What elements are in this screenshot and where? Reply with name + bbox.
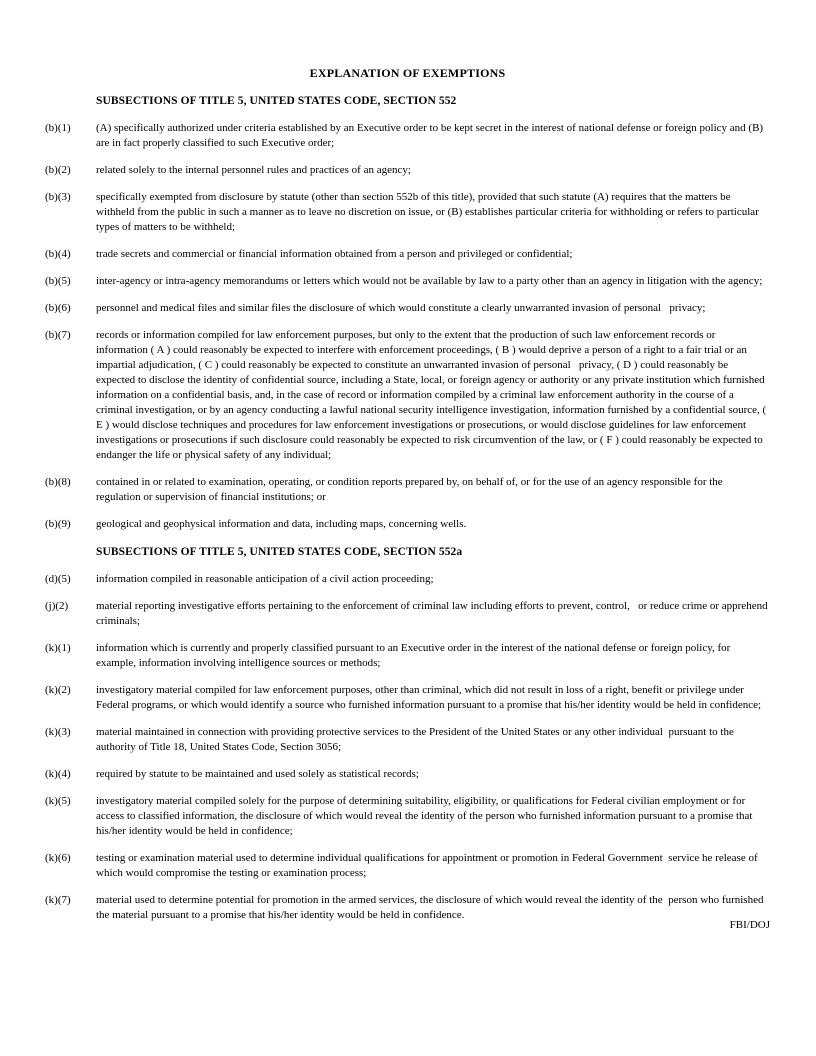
exemption-code: (b)(3) [45, 191, 71, 203]
exemption-item [45, 851, 770, 881]
exemption-text: testing or examination material used to determine individual qualifications for appointment or promotion in Federal Government service he release of which would compromise the testing or examination process; [96, 852, 761, 879]
exemption-code: (b)(2) [45, 164, 71, 176]
exemption-item [45, 190, 770, 235]
exemption-text: investigatory material compiled solely for the purpose of determining suitability, eligibility, or qualifications for Federal civilian employment or for access to classified information, the disclosure of which would reveal the identity of the person who furnished information pursuant to a promise that his/her identity would be held in confidence; [96, 795, 756, 837]
exemption-item [45, 517, 770, 532]
exemption-text: material maintained in connection with providing protective services to the President of the United States or any other individual pursuant to the authority of Title 18, United States Code, Section 3056; [96, 726, 737, 753]
section-heading-552a: SUBSECTIONS OF TITLE 5, UNITED STATES CODE, SECTION 552a [96, 546, 463, 558]
exemption-code: (d)(5) [45, 573, 71, 585]
page-title: EXPLANATION OF EXEMPTIONS [309, 66, 506, 80]
exemption-code: (b)(6) [45, 302, 71, 314]
exemption-text: inter-agency or intra-agency memorandums or letters which would not be available by law to a party other than an agency in litigation with the agency; [96, 275, 763, 287]
exemption-text: investigatory material compiled for law enforcement purposes, other than criminal, which did not result in loss of a right, benefit or privilege under Federal programs, or which would identify a source who furnished information pursuant to a promise that his/her identity would be held in confidence; [96, 684, 762, 711]
exemption-code: (b)(4) [45, 248, 71, 260]
exemption-text: material reporting investigative efforts pertaining to the enforcement of criminal law including efforts to prevent, control, or reduce crime or apprehend criminals; [96, 600, 771, 627]
exemption-text: contained in or related to examination, operating, or condition reports prepared by, on behalf of, or for the use of an agency responsible for the regulation or supervision of financial institutions; or [96, 476, 726, 503]
exemption-item [45, 599, 770, 629]
exemption-code: (b)(1) [45, 122, 71, 134]
exemption-code: (j)(2) [45, 600, 69, 612]
exemption-text: information compiled in reasonable anticipation of a civil action proceeding; [96, 573, 434, 585]
exemption-code: (b)(7) [45, 329, 71, 341]
exemption-text: trade secrets and commercial or financial information obtained from a person and privileged or confidential; [96, 248, 573, 260]
exemption-item [45, 683, 770, 713]
exemption-item [45, 572, 770, 587]
exemption-item [45, 767, 770, 782]
exemption-item [45, 794, 770, 839]
exemption-item [45, 893, 770, 923]
exemption-text: required by statute to be maintained and used solely as statistical records; [96, 768, 419, 780]
exemption-item [45, 725, 770, 755]
exemption-item [45, 163, 770, 178]
footer-note: FBI/DOJ [729, 919, 770, 931]
exemption-text: specifically exempted from disclosure by statute (other than section 552b of this title), provided that such statute (A) requires that the matters be withheld from the public in such a manner as to leave no discretion on issue, or (B) establishes particular criteria for withholding or refers to particular types of matters to be withheld; [96, 191, 762, 233]
exemption-item [45, 641, 770, 671]
exemption-code: (k)(7) [45, 894, 71, 906]
exemption-text: records or information compiled for law enforcement purposes, but only to the extent that the production of such law enforcement records or information ( A ) could reasonably be expected to interfere with enforcement proceedings, ( B ) would deprive a person of a right to a fair trial or an impartial adjudication, ( C ) could reasonably be expected to constitute an unwarranted invasion of personal privacy, ( D ) could reasonably be expected to disclose the identity of confidential source, including a State, local, or foreign agency or authority or any private institution which furnished information on a confidential basis, and, in the case of record or information compiled by a criminal law enforcement authority in the course of a criminal investigation, or by an agency conducting a lawful national security intelligence investigation, information furnished by a confidential source, ( E ) would disclose techniques and procedures for law enforcement investigations or prosecutions, or would disclose guidelines for law enforcement investigations or prosecutions if such disclosure could reasonably be expected to risk circumvention of the law, or ( F ) could reasonably be expected to endanger the life or physical safety of any individual; [96, 329, 769, 461]
exemption-text: related solely to the internal personnel rules and practices of an agency; [96, 164, 411, 176]
exemption-item [45, 475, 770, 505]
section-heading-552: SUBSECTIONS OF TITLE 5, UNITED STATES CODE, SECTION 552 [96, 95, 457, 107]
exemption-code: (k)(6) [45, 852, 71, 864]
exemption-code: (b)(5) [45, 275, 71, 287]
exemption-text: personnel and medical files and similar files the disclosure of which would constitute a clearly unwarranted invasion of personal privacy; [96, 302, 706, 314]
exemption-code: (k)(5) [45, 795, 71, 807]
exemption-text: geological and geophysical information and data, including maps, concerning wells. [96, 518, 467, 530]
exemption-text: material used to determine potential for promotion in the armed services, the disclosure of which would reveal the identity of the person who furnished the material pursuant to a promise that his/her identity would be held in confidence. [96, 894, 767, 921]
exemption-item [45, 301, 770, 316]
exemption-code: (b)(9) [45, 518, 71, 530]
exemption-item [45, 274, 770, 289]
exemption-item [45, 247, 770, 262]
exemption-item [45, 328, 770, 463]
exemption-item [45, 121, 770, 151]
exemption-text: information which is currently and properly classified pursuant to an Executive order in the interest of the national defense or foreign policy, for example, information involving intelligence sources or methods; [96, 642, 734, 669]
exemption-code: (k)(3) [45, 726, 71, 738]
exemption-code: (b)(8) [45, 476, 71, 488]
exemption-code: (k)(1) [45, 642, 71, 654]
exemption-code: (k)(4) [45, 768, 71, 780]
exemption-code: (k)(2) [45, 684, 71, 696]
exemption-text: (A) specifically authorized under criteria established by an Executive order to be kept secret in the interest of national defense or foreign policy and (B) are in fact properly classified to such Executive order; [96, 122, 766, 149]
